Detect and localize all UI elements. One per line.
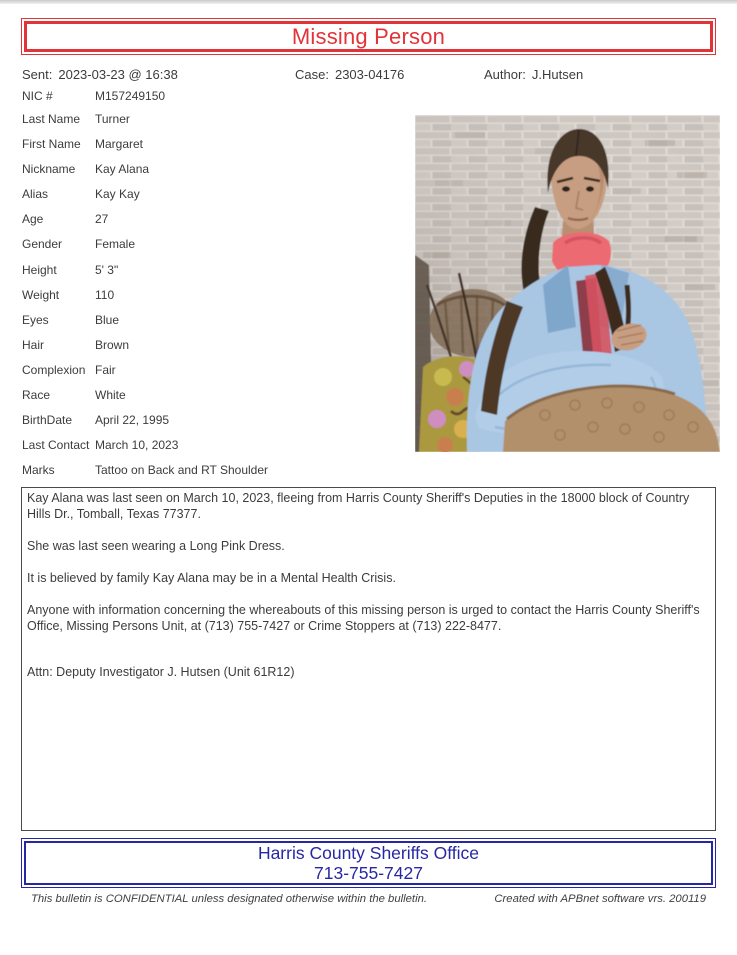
field-value: 27 (95, 212, 109, 227)
field-row (22, 313, 414, 338)
field-label: Marks (22, 463, 55, 478)
field-value: Margaret (95, 137, 144, 152)
field-row (22, 438, 414, 463)
field-row (22, 263, 414, 288)
field-value: Turner (95, 112, 130, 126)
footer (21, 893, 716, 905)
field-row (22, 363, 414, 388)
field-label: Last Contact (22, 438, 90, 453)
field-label: First Name (22, 137, 81, 152)
field-label: Gender (22, 237, 63, 252)
field-value: 5' 3" (95, 262, 119, 277)
field-row (22, 162, 414, 187)
author-label: Author: (484, 67, 526, 82)
field-label: Weight (22, 287, 60, 302)
narrative-paragraph: It is believed by family Kay Alana may be in a Mental Health Crisis. (27, 571, 396, 585)
agency-box-inner (24, 841, 713, 885)
field-row (22, 413, 414, 438)
case-label: Case: (295, 67, 329, 82)
narrative-box (21, 487, 716, 831)
field-label: Hair (22, 337, 45, 352)
field-label: Height (22, 262, 57, 277)
agency-phone: 713-755-7427 (314, 863, 423, 883)
missing-person-photo (415, 115, 720, 452)
field-value: April 22, 1995 (95, 413, 170, 428)
created-with-notice: Created with APBnet software vrs. 200119 (494, 893, 706, 905)
sent-label: Sent: (22, 67, 53, 82)
author-value: J.Hutsen (531, 67, 584, 82)
field-label: Alias (22, 187, 49, 202)
sent-value: 2023-03-23 @ 16:38 (58, 67, 178, 82)
field-row (22, 137, 414, 162)
field-row (22, 338, 414, 363)
nic-label: NIC # (22, 89, 53, 103)
confidential-notice: This bulletin is CONFIDENTIAL unless designated otherwise within the bulletin. (31, 893, 427, 905)
narrative-paragraph: Kay Alana was last seen on March 10, 2023, fleeing from Harris County Sheriff's Deputies in the 18000 block of Country Hills Dr., Tomball, Texas 77377. (27, 491, 690, 521)
field-row (22, 237, 414, 262)
field-label: Complexion (22, 362, 86, 377)
meta-row (0, 67, 737, 83)
field-value: Blue (95, 312, 120, 327)
author-field (484, 67, 583, 82)
field-label: Eyes (22, 312, 49, 327)
title-box-inner (24, 21, 713, 52)
narrative-paragraph: She was last seen wearing a Long Pink Dress. (27, 539, 285, 553)
nic-row (22, 89, 165, 103)
field-label: Nickname (22, 162, 76, 177)
agency-name: Harris County Sheriffs Office (257, 843, 480, 863)
nic-value: M157249150 (95, 89, 166, 103)
field-label: Last Name (22, 112, 81, 126)
field-row (22, 212, 414, 237)
case-field (295, 67, 404, 82)
field-row (22, 112, 414, 137)
sent-field (22, 67, 178, 82)
field-value: March 10, 2023 (95, 438, 179, 453)
field-label: Race (22, 388, 51, 403)
field-value: Fair (95, 362, 116, 377)
field-value: White (95, 388, 126, 403)
field-row (22, 288, 414, 313)
case-value: 2303-04176 (334, 67, 405, 82)
field-value: Brown (95, 337, 130, 352)
page-title: Missing Person (291, 23, 446, 49)
field-value: Kay Alana (95, 162, 150, 177)
title-box (21, 18, 716, 55)
scan-edge-shadow (0, 0, 737, 4)
field-value: 110 (95, 287, 115, 302)
field-value: Tattoo on Back and RT Shoulder (95, 463, 269, 478)
field-label: BirthDate (22, 413, 73, 428)
field-row (22, 463, 414, 488)
field-row (22, 187, 414, 212)
field-value: Female (95, 237, 136, 252)
photo-illustration (415, 115, 720, 452)
field-label: Age (22, 212, 44, 227)
field-row (22, 388, 414, 413)
field-value: Kay Kay (95, 187, 140, 202)
fields-list (22, 112, 414, 488)
narrative-paragraph: Anyone with information concerning the whereabouts of this missing person is urged to contact the Harris County Sheriff's Office, Missing Persons Unit, at (713) 755-7427 or Crime Stoppers at (713) 222-8477. (27, 603, 700, 633)
attn-line: Attn: Deputy Investigator J. Hutsen (Unit 61R12) (27, 665, 295, 679)
agency-box (21, 838, 716, 888)
